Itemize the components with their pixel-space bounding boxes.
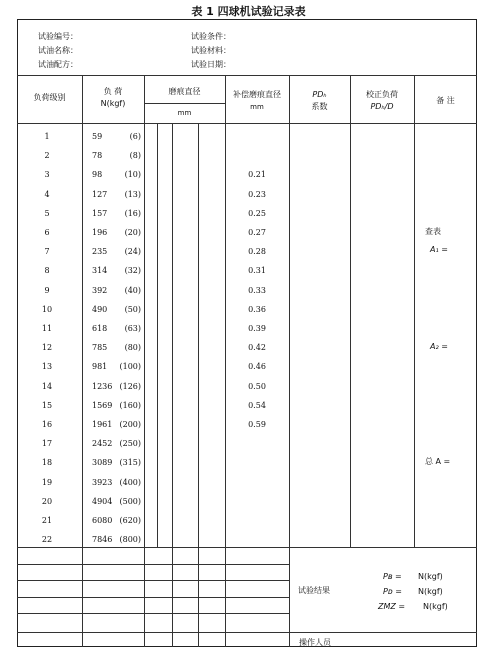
row-load-newton: 392 [92, 286, 108, 295]
row-load-level: 8 [44, 266, 50, 275]
row-load-level: 16 [41, 420, 53, 429]
divider [225, 75, 226, 647]
divider [350, 75, 351, 547]
row-load-level: 17 [41, 439, 53, 448]
row-load-kgf: (20) [124, 228, 141, 237]
row-load-level: 11 [41, 324, 53, 333]
row-load-level: 15 [41, 401, 53, 410]
divider [144, 75, 145, 647]
row-load-level: 20 [41, 497, 53, 506]
divider [17, 613, 289, 614]
row-compensated-diameter: 0.42 [248, 343, 266, 352]
row-load-level: 19 [41, 478, 53, 487]
row-load-level: 3 [44, 170, 50, 179]
row-load-newton: 157 [92, 209, 108, 218]
row-load-level: 4 [44, 190, 50, 199]
row-load-kgf: (40) [124, 286, 141, 295]
operator-label: 操作人员 [299, 638, 331, 647]
row-load-kgf: (200) [119, 420, 141, 429]
row-load-kgf: (10) [124, 170, 141, 179]
remark-total-a: 总 A = [425, 457, 451, 466]
row-load-level: 1 [44, 132, 50, 141]
header-wear-diameter: 磨痕直径 [168, 87, 201, 96]
test-number-label: 试验编号： [38, 32, 78, 41]
row-load-kgf: (160) [119, 401, 141, 410]
row-load-kgf: (6) [129, 132, 141, 141]
row-load-newton: 235 [92, 247, 108, 256]
divider [17, 564, 289, 565]
row-compensated-diameter: 0.31 [248, 266, 266, 275]
row-load-newton: 314 [92, 266, 108, 275]
row-compensated-diameter: 0.33 [248, 286, 266, 295]
row-load-kgf: (620) [119, 516, 141, 525]
header-compensated-wear: 补偿磨痕直径 [233, 90, 281, 99]
row-load-kgf: (250) [119, 439, 141, 448]
row-load-newton: 3089 [92, 458, 113, 467]
row-load-newton: 4904 [92, 497, 113, 506]
row-load-level: 5 [44, 209, 50, 218]
row-load-level: 21 [41, 516, 53, 525]
row-load-kgf: (315) [119, 458, 141, 467]
result-pb-label: Pʙ = [383, 572, 402, 581]
result-pd-label: Pᴅ = [383, 587, 402, 596]
divider [289, 75, 290, 647]
header-corrected-formula: PDₕ/D [370, 102, 394, 111]
test-material-label: 试验材料： [191, 46, 231, 55]
row-load-level: 12 [41, 343, 53, 352]
oil-formula-label: 试油配方： [38, 60, 78, 69]
row-load-newton: 1961 [92, 420, 113, 429]
row-load-kgf: (32) [124, 266, 141, 275]
row-compensated-diameter: 0.28 [248, 247, 266, 256]
test-date-label: 试验日期： [191, 60, 231, 69]
remark-a1: A₁ = [430, 245, 448, 254]
result-zmz-label: ZMZ = [378, 602, 406, 611]
header-compensated-unit: mm [250, 103, 264, 111]
divider [17, 632, 477, 633]
row-load-newton: 127 [92, 190, 108, 199]
row-load-kgf: (400) [119, 478, 141, 487]
oil-name-label: 试油名称： [38, 46, 78, 55]
row-compensated-diameter: 0.50 [248, 382, 266, 391]
result-label: 试验结果 [298, 586, 330, 595]
row-load-kgf: (63) [124, 324, 141, 333]
test-condition-label: 试验条件： [191, 32, 231, 41]
header-wear-unit: mm [177, 109, 192, 117]
row-load-kgf: (100) [119, 362, 141, 371]
divider [17, 580, 289, 581]
divider [17, 123, 477, 124]
row-compensated-diameter: 0.54 [248, 401, 266, 410]
header-pdh: PDₕ [312, 90, 327, 99]
header-load-level: 负荷级别 [33, 93, 66, 102]
divider [17, 547, 477, 548]
row-load-kgf: (16) [124, 209, 141, 218]
row-load-level: 22 [41, 535, 53, 544]
record-table-frame [17, 19, 477, 647]
row-compensated-diameter: 0.21 [248, 170, 266, 179]
row-compensated-diameter: 0.36 [248, 305, 266, 314]
row-load-kgf: (126) [119, 382, 141, 391]
result-pb-unit: N(kgf) [418, 572, 443, 581]
row-load-newton: 1236 [92, 382, 113, 391]
row-load-newton: 59 [92, 132, 103, 141]
row-load-newton: 1569 [92, 401, 113, 410]
divider [198, 123, 199, 647]
header-pdh-coef: 系数 [311, 102, 328, 111]
row-load-newton: 785 [92, 343, 108, 352]
row-load-newton: 7846 [92, 535, 113, 544]
header-corrected-load: 校正负荷 [366, 90, 398, 99]
remark-lookup: 查表 [425, 227, 441, 236]
divider [414, 75, 415, 547]
divider [157, 123, 158, 547]
row-load-newton: 618 [92, 324, 108, 333]
row-load-newton: 3923 [92, 478, 113, 487]
row-load-newton: 981 [92, 362, 108, 371]
row-load-kgf: (500) [119, 497, 141, 506]
table-title: 表 1 四球机试验记录表 [191, 5, 306, 18]
divider [172, 123, 173, 647]
row-load-kgf: (50) [124, 305, 141, 314]
row-load-level: 2 [44, 151, 50, 160]
header-load-unit: N(kgf) [100, 99, 126, 108]
row-load-newton: 2452 [92, 439, 113, 448]
row-compensated-diameter: 0.46 [248, 362, 266, 371]
row-load-level: 13 [41, 362, 53, 371]
result-pd-unit: N(kgf) [418, 587, 443, 596]
divider [82, 75, 83, 647]
row-load-newton: 490 [92, 305, 108, 314]
row-load-kgf: (8) [129, 151, 141, 160]
remark-a2: A₂ = [430, 342, 448, 351]
row-load-level: 7 [44, 247, 50, 256]
row-load-newton: 196 [92, 228, 108, 237]
row-load-newton: 98 [92, 170, 103, 179]
row-load-kgf: (24) [124, 247, 141, 256]
row-compensated-diameter: 0.27 [248, 228, 266, 237]
row-load-level: 10 [41, 305, 53, 314]
row-load-newton: 78 [92, 151, 103, 160]
row-compensated-diameter: 0.39 [248, 324, 266, 333]
row-load-level: 9 [44, 286, 50, 295]
row-load-level: 14 [41, 382, 53, 391]
row-load-kgf: (13) [124, 190, 141, 199]
divider [17, 75, 477, 76]
result-zmz-unit: N(kgf) [423, 602, 448, 611]
row-load-level: 6 [44, 228, 50, 237]
header-load: 负 荷 [103, 87, 123, 96]
divider [17, 597, 289, 598]
row-load-kgf: (80) [124, 343, 141, 352]
row-load-level: 18 [41, 458, 53, 467]
row-compensated-diameter: 0.59 [248, 420, 266, 429]
row-compensated-diameter: 0.23 [248, 190, 266, 199]
row-load-newton: 6080 [92, 516, 113, 525]
row-compensated-diameter: 0.25 [248, 209, 266, 218]
row-load-kgf: (800) [119, 535, 141, 544]
header-remarks: 备 注 [436, 96, 455, 105]
divider [144, 103, 225, 104]
